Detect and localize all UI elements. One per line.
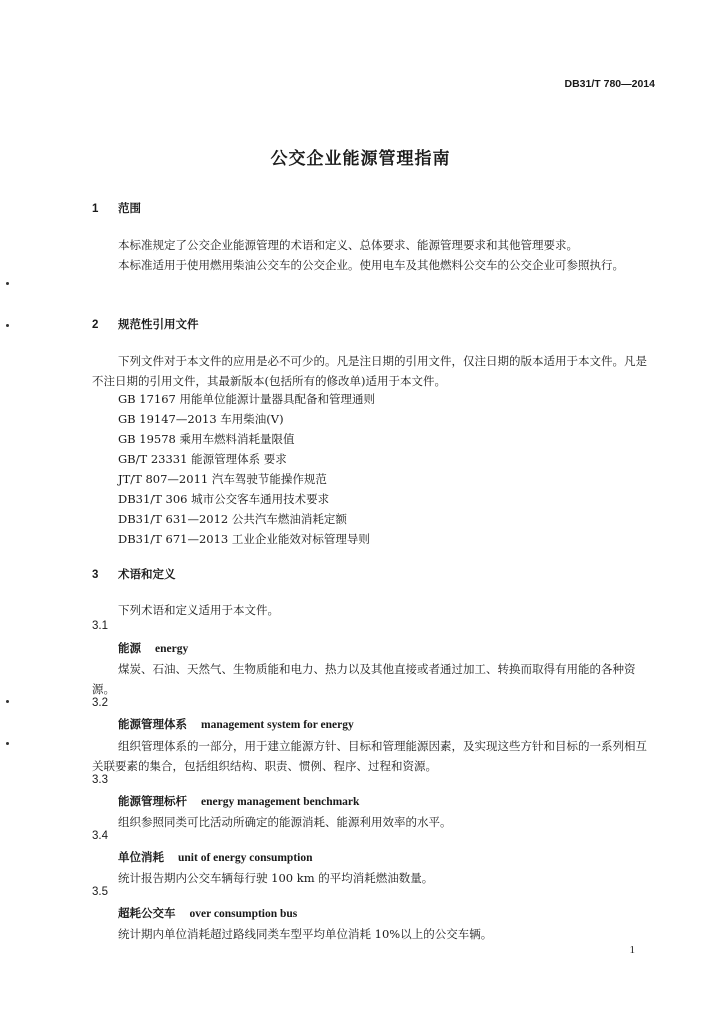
term-definition: 组织管理体系的一部分，用于建立能源方针、目标和管理能源因素，及实现这些方针和目标的一系列相互关联要素的集合，包括组织结构、职责、惯例、程序、过程和资源。 [92,739,647,773]
term-heading [118,905,297,921]
term-en: unit of energy consumption [178,852,313,864]
page-number: 1 [629,944,635,956]
section-2-heading [92,316,199,332]
term-zh: 单位消耗 [118,850,164,864]
term-definition: 组织参照同类可比活动所确定的能源消耗、能源利用效率的水平。 [118,815,452,829]
margin-mark [6,700,9,703]
section-3-heading [92,566,176,582]
paragraph: 本标准规定了公交企业能源管理的术语和定义、总体要求、能源管理要求和其他管理要求。 [118,238,578,252]
section-title: 术语和定义 [118,569,176,581]
reference-item: DB31/T 306 城市公交客车通用技术要求 [118,492,330,506]
term-en: energy [155,643,189,655]
reference-item: DB31/T 631—2012 公共汽车燃油消耗定额 [118,512,347,526]
margin-mark [6,282,9,285]
section-title: 范围 [118,203,141,215]
section-1-heading [92,200,141,216]
term-heading [118,716,354,732]
standard-id: DB31/T 780—2014 [564,78,655,90]
term-en: over consumption bus [189,908,298,920]
paragraph: 下列术语和定义适用于本文件。 [118,603,279,617]
clause-number: 3.2 [92,697,108,709]
term-heading [118,849,313,865]
section-number: 2 [92,319,99,331]
reference-item: GB 17167 用能单位能源计量器具配备和管理通则 [118,392,376,406]
section-number: 1 [92,203,99,215]
term-heading [118,640,188,656]
paragraph: 下列文件对于本文件的应用是必不可少的。凡是注日期的引用文件，仅注日期的版本适用于本文件。凡是不注日期的引用文件，其最新版本(包括所有的修改单)适用于本文件。 [92,354,647,388]
term-zh: 能源管理标杆 [118,794,187,808]
term-en: management system for energy [201,719,354,731]
section-title: 规范性引用文件 [118,319,199,331]
term-en: energy management benchmark [201,796,360,808]
paragraph: 本标准适用于使用燃用柴油公交车的公交企业。使用电车及其他燃料公交车的公交企业可参照执行。 [118,258,624,272]
clause-number: 3.3 [92,774,108,786]
reference-item: DB31/T 671—2013 工业企业能效对标管理导则 [118,532,370,546]
clause-number: 3.5 [92,886,108,898]
term-definition: 煤炭、石油、天然气、生物质能和电力、热力以及其他直接或者通过加工、转换而取得有用能的各种资源。 [92,662,636,696]
term-zh: 超耗公交车 [118,906,176,920]
term-zh: 能源管理体系 [118,717,187,731]
term-zh: 能源 [118,641,141,655]
section-number: 3 [92,569,99,581]
term-definition: 统计期内单位消耗超过路线同类车型平均单位消耗 10%以上的公交车辆。 [118,927,493,941]
clause-number: 3.1 [92,620,108,632]
document-title: 公交企业能源管理指南 [270,149,451,168]
margin-mark [6,324,9,327]
clause-number: 3.4 [92,830,108,842]
reference-item: JT/T 807—2011 汽车驾驶节能操作规范 [118,472,327,486]
reference-item: GB 19147—2013 车用柴油(Ⅴ) [118,412,284,426]
reference-item: GB/T 23331 能源管理体系 要求 [118,452,287,466]
term-definition: 统计报告期内公交车辆每行驶 100 km 的平均消耗燃油数量。 [118,871,434,885]
term-heading [118,793,359,809]
margin-mark [6,742,9,745]
reference-item: GB 19578 乘用车燃料消耗量限值 [118,432,295,446]
